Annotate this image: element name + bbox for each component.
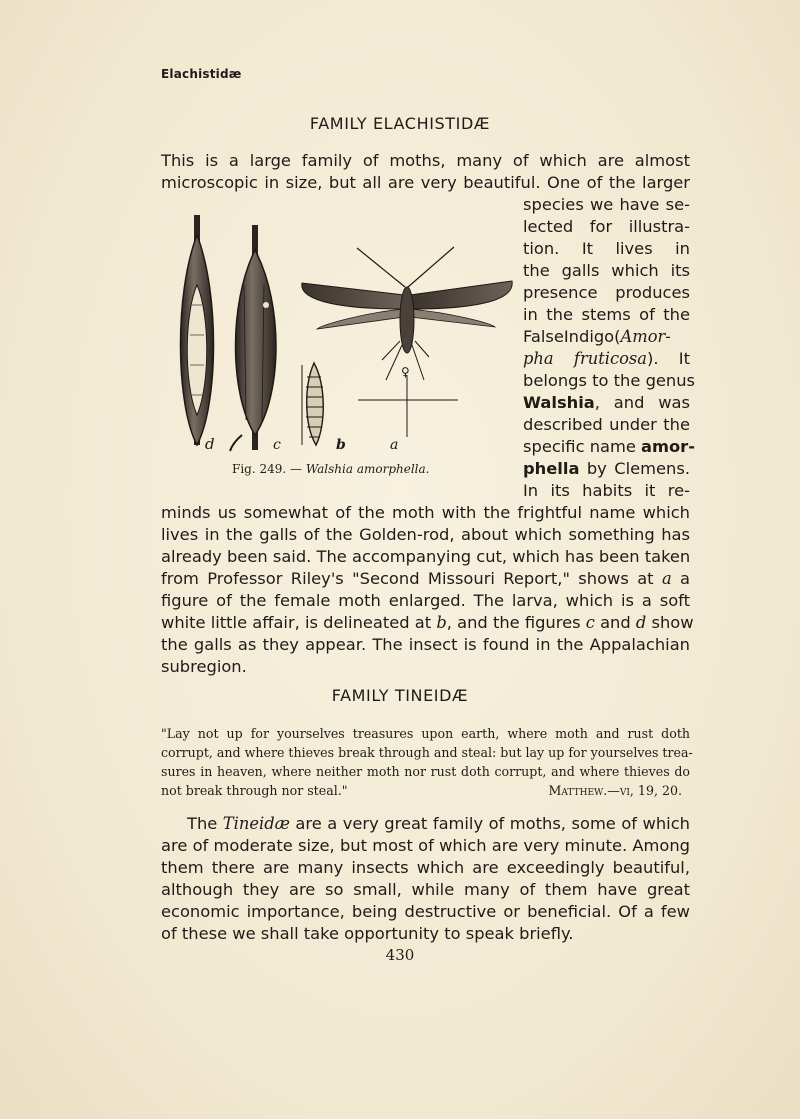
- a-italic: a: [661, 569, 672, 588]
- quote-line-2: corrupt, and where thieves break through and steal: but lay up for yourselves trea-: [161, 745, 693, 760]
- heading-elachistidae: FAMILY ELACHISTIDÆ: [309, 114, 491, 133]
- specific-name-text: specific name: [523, 437, 642, 456]
- phella-bold: phella: [523, 459, 580, 478]
- false-indigo-text: FalseIndigo(: [523, 327, 621, 346]
- white-little-text: white little affair, is delineated at: [161, 613, 437, 632]
- para1-right-14: In its habits it re-: [523, 481, 690, 500]
- para1-right-11: described under the: [523, 415, 690, 434]
- quote-line-4: [161, 781, 690, 800]
- para1-right-10: [523, 392, 690, 414]
- para1-line-2: microscopic in size, but all are very beautiful. One of the larger: [161, 173, 690, 192]
- para2-the: The: [187, 814, 223, 833]
- c-italic: c: [585, 613, 595, 632]
- gall-d-drawing: [180, 215, 213, 445]
- a-tail: a: [671, 569, 690, 588]
- figure-caption: [232, 462, 429, 476]
- para1-rest-3: already been said. The accompanying cut, which has been taken: [161, 547, 691, 566]
- show-text: show: [646, 613, 694, 632]
- label-c: c: [273, 437, 281, 453]
- para1-right-1: species we have se-: [523, 195, 690, 214]
- and-text: and: [594, 613, 636, 632]
- para1-rest-8: subregion.: [161, 657, 247, 676]
- para1-right-8: [523, 348, 690, 370]
- figures-text: , and the figures: [446, 613, 586, 632]
- para1-rest-5: figure of the female moth enlarged. The larva, which is a soft: [161, 591, 690, 610]
- para1-right-3: tion. It lives in: [523, 239, 690, 258]
- para2-line-5: economic importance, being destructive or beneficial. Of a few: [161, 902, 690, 921]
- female-symbol: ♀: [401, 365, 410, 379]
- para1-rest-6: [161, 612, 694, 634]
- para1-line-1: This is a large family of moths, many of which are almost: [161, 151, 690, 170]
- para2-line-4: although they are so small, while many of them have great: [161, 880, 690, 899]
- para1-right-13: [523, 458, 690, 480]
- para1-rest-7: the galls as they appear. The insect is found in the Appalachian: [161, 635, 690, 654]
- para1-right-4: the galls which its: [523, 261, 690, 280]
- moth-a-drawing: [302, 247, 512, 437]
- para2-first-rest: are a very great family of moths, some of which: [289, 814, 690, 833]
- and-was-text: , and was: [594, 393, 690, 412]
- figure-illustration: [172, 205, 522, 490]
- running-head: Elachistidæ: [161, 67, 242, 81]
- para1-rest-4: [161, 568, 690, 590]
- label-a: a: [390, 437, 399, 453]
- page-number: 430: [385, 946, 415, 964]
- para1-right-12: [523, 436, 695, 458]
- it-text: ). It: [646, 349, 690, 368]
- quote-reference: Matthew.—vi, 19, 20.: [548, 783, 682, 798]
- para1-right-9: belongs to the genus: [523, 371, 696, 390]
- walshia-bold: Walshia: [523, 393, 595, 412]
- gall-c-drawing: [230, 225, 276, 451]
- para2-line-6: of these we shall take opportunity to speak briefly.: [161, 924, 574, 943]
- epigraph-quote: [161, 724, 693, 800]
- para1-right-5: presence produces: [523, 283, 690, 302]
- label-b: b: [336, 437, 346, 453]
- para1-right-7: [523, 326, 690, 348]
- larva-b-drawing: [302, 363, 323, 445]
- para2-line-2: are of moderate size, but most of which are very minute. Among: [161, 836, 690, 855]
- para2-line-3: them there are many insects which are exceedingly beautiful,: [161, 858, 690, 877]
- caption-species: Walshia amorphella.: [305, 462, 430, 476]
- para1-rest-1: minds us somewhat of the moth with the frightful name which: [161, 503, 690, 522]
- heading-tineidae: FAMILY TINEIDÆ: [331, 686, 469, 705]
- b-italic: b: [436, 613, 447, 632]
- by-clemens-text: by Clemens.: [579, 459, 690, 478]
- para1-rest-2: lives in the galls of the Golden-rod, about which something has: [161, 525, 690, 544]
- quote-line-1: "Lay not up for yourselves treasures upon earth, where moth and rust doth: [161, 726, 690, 741]
- para1-right-6: in the stems of the: [523, 305, 690, 324]
- caption-dash: —: [286, 462, 306, 476]
- pha-fruticosa-italic: pha fruticosa: [523, 349, 647, 368]
- amor-italic: Amor-: [620, 327, 671, 346]
- d-italic: d: [635, 613, 647, 632]
- figure-walshia-amorphella: [172, 205, 522, 490]
- caption-label: Fig. 249.: [232, 462, 287, 476]
- label-d: d: [205, 435, 215, 453]
- tineidae-italic: Tineidæ: [222, 814, 290, 833]
- quote-line-3: sures in heaven, where neither moth nor rust doth corrupt, and where thieves do: [161, 764, 690, 779]
- para2-line-1: [161, 813, 690, 835]
- amor-bold: amor-: [641, 437, 695, 456]
- quote-last: not break through nor steal.": [161, 783, 348, 798]
- riley-text: from Professor Riley's "Second Missouri Report," shows at: [161, 569, 662, 588]
- para1-right-2: lected for illustra-: [523, 217, 690, 236]
